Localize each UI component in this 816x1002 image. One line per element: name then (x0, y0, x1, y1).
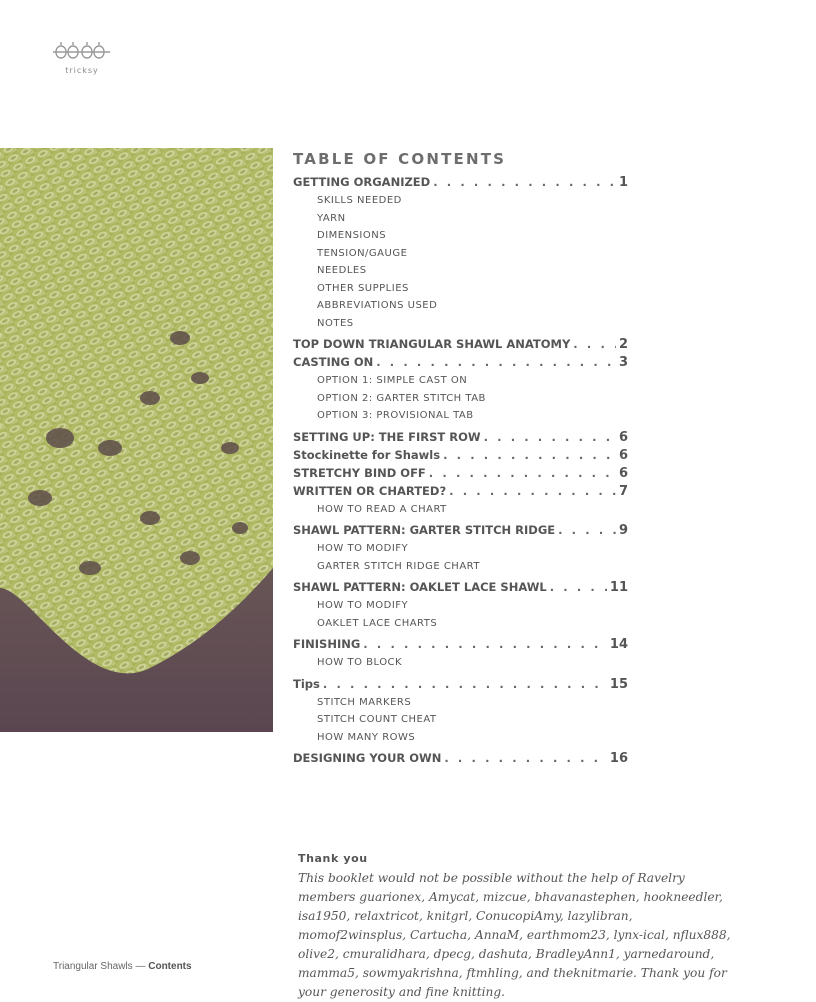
toc-subentry[interactable]: OTHER SUPPLIES (317, 282, 409, 294)
footer-section: Contents (148, 961, 192, 972)
toc-entry-page: 7 (618, 483, 628, 499)
logo-loops-icon (52, 40, 112, 68)
lace-image (0, 148, 273, 732)
knitted-lace-photo (0, 148, 273, 732)
toc-entry-title: FINISHING (293, 637, 361, 651)
toc-entry[interactable] (293, 483, 628, 501)
toc-subentry[interactable]: GARTER STITCH RIDGE CHART (317, 560, 480, 572)
toc-subentry[interactable]: NOTES (317, 317, 354, 329)
toc-leader-dots (444, 750, 607, 766)
toc-entry-title: Tips (293, 676, 320, 691)
toc-list (293, 174, 628, 768)
toc-leader-dots (550, 579, 607, 595)
toc-subentry[interactable]: HOW TO MODIFY (317, 543, 409, 554)
toc-entry-title: CASTING ON (293, 355, 374, 369)
toc-subentry[interactable]: HOW TO BLOCK (317, 657, 403, 668)
toc-entry[interactable] (293, 429, 628, 447)
toc-entry-title: SHAWL PATTERN: OAKLET LACE SHAWL (293, 580, 547, 594)
toc-entry-page: 9 (618, 523, 628, 538)
toc-entry-page: 6 (618, 429, 628, 445)
toc-leader-dots (323, 676, 607, 692)
toc-entry-page: 11 (609, 580, 628, 595)
tricksy-logo (52, 40, 112, 80)
toc-subentry[interactable]: HOW TO READ A CHART (317, 503, 447, 515)
toc-entry[interactable] (293, 174, 628, 192)
toc-leader-dots (484, 429, 616, 445)
toc-subentry[interactable]: OPTION 1: SIMPLE CAST ON (317, 375, 468, 386)
toc-leader-dots (429, 465, 616, 481)
toc-entry-title: GETTING ORGANIZED (293, 175, 431, 189)
toc-entry-title: DESIGNING YOUR OWN (293, 751, 442, 765)
toc-subentry[interactable]: NEEDLES (317, 265, 367, 276)
toc-subentry[interactable]: ABBREVIATIONS USED (317, 300, 438, 311)
toc-subentry[interactable]: OAKLET LACE CHARTS (317, 617, 438, 629)
toc-entry-page: 6 (618, 447, 628, 463)
toc-entry[interactable] (293, 676, 628, 694)
toc-entry[interactable] (293, 636, 628, 654)
thank-you-title: Thank you (298, 852, 368, 865)
toc-subentry[interactable]: DIMENSIONS (317, 230, 387, 241)
toc-subentry[interactable]: OPTION 3: PROVISIONAL TAB (317, 410, 474, 421)
toc-subentry[interactable]: TENSION/GAUGE (317, 247, 408, 259)
toc-subentry[interactable]: HOW TO MODIFY (317, 600, 409, 611)
toc-subentry[interactable]: YARN (317, 212, 346, 224)
toc-entry-title: Stockinette for Shawls (293, 447, 441, 462)
toc-leader-dots (558, 522, 616, 538)
toc-subentry[interactable]: STITCH COUNT CHEAT (317, 714, 437, 725)
footer-title: Triangular Shawls — (53, 961, 149, 972)
toc-leader-dots (433, 174, 616, 190)
toc-entry[interactable] (293, 579, 628, 597)
toc-entry-title: TOP DOWN TRIANGULAR SHAWL ANATOMY (293, 337, 571, 351)
table-of-contents (293, 148, 628, 768)
logo-text: tricksy (65, 66, 99, 75)
toc-leader-dots (376, 354, 616, 370)
toc-entry[interactable] (293, 465, 628, 483)
toc-entry-title: WRITTEN OR CHARTED? (293, 483, 447, 498)
toc-entry-page: 6 (618, 465, 628, 481)
toc-subentry[interactable]: OPTION 2: GARTER STITCH TAB (317, 392, 486, 404)
toc-entry[interactable] (293, 750, 628, 768)
toc-leader-dots (443, 447, 616, 463)
toc-leader-dots (449, 483, 616, 499)
toc-entry-page: 3 (618, 355, 628, 370)
toc-entry-title: SHAWL PATTERN: GARTER STITCH RIDGE (293, 523, 556, 537)
toc-entry-page: 1 (618, 175, 628, 190)
toc-subentry[interactable]: HOW MANY ROWS (317, 731, 416, 743)
toc-entry-page: 16 (609, 751, 628, 766)
toc-entry-page: 2 (618, 337, 628, 352)
toc-entry-title: STRETCHY BIND OFF (293, 465, 426, 480)
toc-entry[interactable] (293, 336, 628, 354)
toc-entry[interactable] (293, 522, 628, 540)
page-footer (53, 961, 192, 972)
toc-entry-title: SETTING UP: THE FIRST ROW (293, 429, 481, 444)
toc-leader-dots (573, 336, 616, 352)
toc-entry-page: 15 (609, 676, 628, 692)
toc-subentry[interactable]: STITCH MARKERS (317, 696, 412, 708)
toc-title: TABLE OF CONTENTS (293, 150, 507, 168)
toc-leader-dots (363, 636, 607, 652)
toc-subentry[interactable]: SKILLS NEEDED (317, 195, 402, 206)
toc-entry-page: 14 (609, 637, 628, 652)
toc-entry[interactable] (293, 447, 628, 465)
toc-entry[interactable] (293, 354, 628, 372)
thank-you-text: This booklet would not be possible without the help of Ravelry members guarionex, Amycat, mizcue, bhavanastephen, hookneedler, isa1950, relaxtricot, knitgrl, ConucopiAmy, lazylibran, momof2winsplus, Cartucha, AnnaM, earthmom23, lynx-ical, nflux888, olive2, cmuralidhara, dpecg, dashuta, BradleyAnn1, yarnedaround, mamma5, sowmyakrishna, ftmhling, and theknitmarie. Thank you for your generosity and fine knitting. (298, 871, 731, 999)
